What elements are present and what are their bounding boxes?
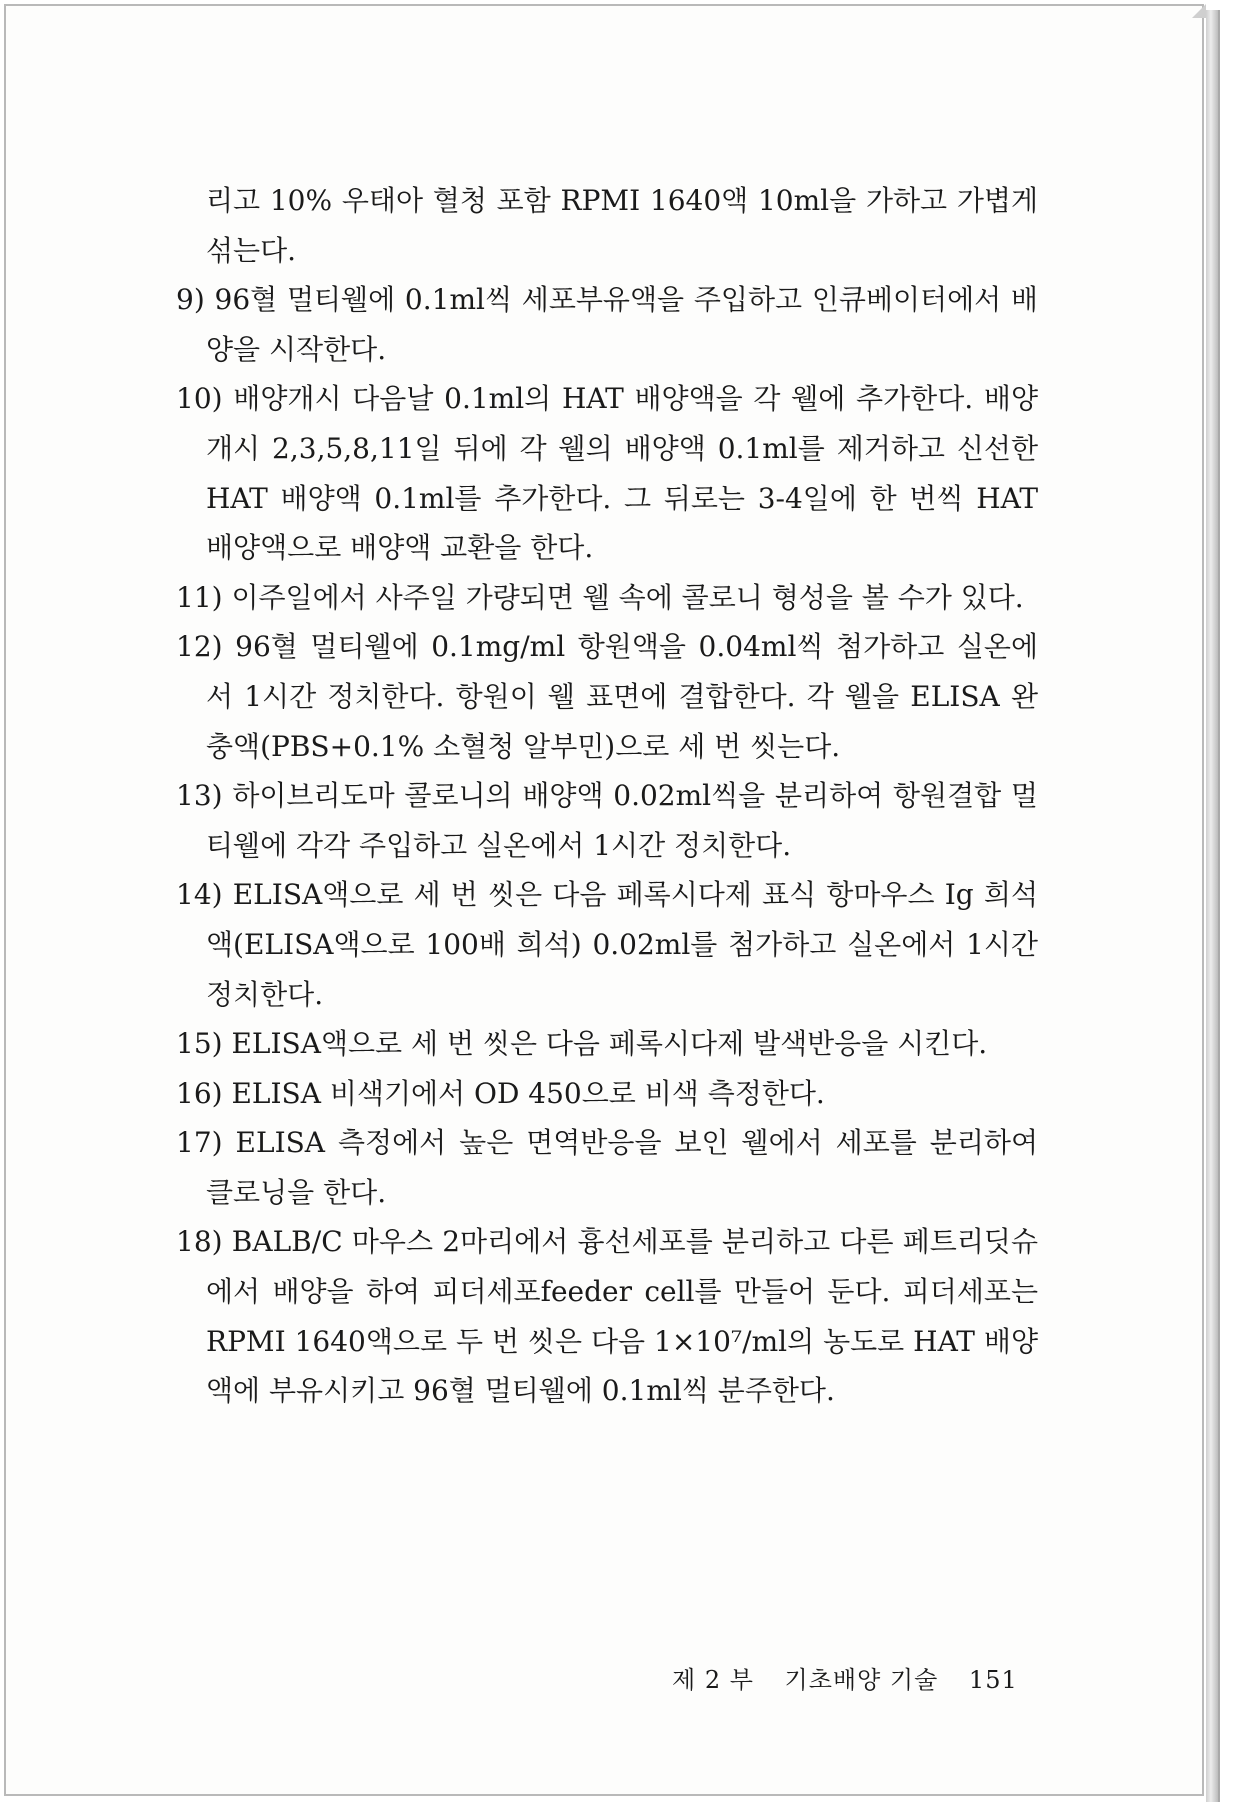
- running-footer: [672, 1660, 1018, 1695]
- page-number: 151: [968, 1666, 1018, 1694]
- list-item-13: 13) 하이브리도마 콜로니의 배양액 0.02ml씩을 분리하여 항원결합 멀티웰에 각각 주입하고 실온에서 1시간 정치한다.: [176, 779, 1038, 862]
- list-item-12: 12) 96혈 멀티웰에 0.1mg/ml 항원액을 0.04ml씩 첨가하고 실온에서 1시간 정치한다. 항원이 웰 표면에 결합한다. 각 웰을 ELISA 완충액(PBS+0.1% 소혈청 알부민)으로 세 번 씻는다.: [176, 630, 1038, 763]
- list-item-18: 18) BALB/C 마우스 2마리에서 흉선세포를 분리하고 다른 페트리딧슈에서 배양을 하여 피더세포feeder cell를 만들어 둔다. 피더세포는 RPMI 1640액으로 두 번 씻은 다음 1×10⁷/ml의 농도로 HAT 배양액에 부유시키고 96혈 멀티웰에 0.1ml씩 분주한다.: [176, 1225, 1038, 1408]
- list-item-14: 14) ELISA액으로 세 번 씻은 다음 페록시다제 표식 항마우스 Ig 희석액(ELISA액으로 100배 희석) 0.02ml를 첨가하고 실온에서 1시간 정치한다.: [176, 878, 1038, 1011]
- list-item-17: 17) ELISA 측정에서 높은 면역반응을 보인 웰에서 세포를 분리하여 클로닝을 한다.: [176, 1126, 1038, 1209]
- page-edge-shadow: [1206, 10, 1220, 1802]
- list-item-10: 10) 배양개시 다음날 0.1ml의 HAT 배양액을 각 웰에 추가한다. 배양 개시 2,3,5,8,11일 뒤에 각 웰의 배양액 0.1ml를 제거하고 신선한 HAT 배양액 0.1ml를 추가한다. 그 뒤로는 3-4일에 한 번씩 HAT 배양액으로 배양액 교환을 한다.: [176, 382, 1038, 565]
- paragraph-continuation: 리고 10% 우태아 혈청 포함 RPMI 1640액 10ml을 가하고 가볍게 섞는다.: [206, 184, 1038, 267]
- list-item-16: 16) ELISA 비색기에서 OD 450으로 비색 측정한다.: [176, 1076, 825, 1110]
- list-item-15: 15) ELISA액으로 세 번 씻은 다음 페록시다제 발색반응을 시킨다.: [176, 1027, 988, 1061]
- list-item-11: 11) 이주일에서 사주일 가량되면 웰 속에 콜로니 형성을 볼 수가 있다.: [176, 580, 1024, 614]
- body-text: [176, 176, 1038, 1416]
- footer-part: 제 2 부: [672, 1666, 754, 1694]
- list-item-9: 9) 96혈 멀티웰에 0.1ml씩 세포부유액을 주입하고 인큐베이터에서 배양을 시작한다.: [176, 283, 1038, 366]
- page-corner-fold: [1192, 4, 1206, 18]
- footer-chapter: 기초배양 기술: [784, 1666, 939, 1694]
